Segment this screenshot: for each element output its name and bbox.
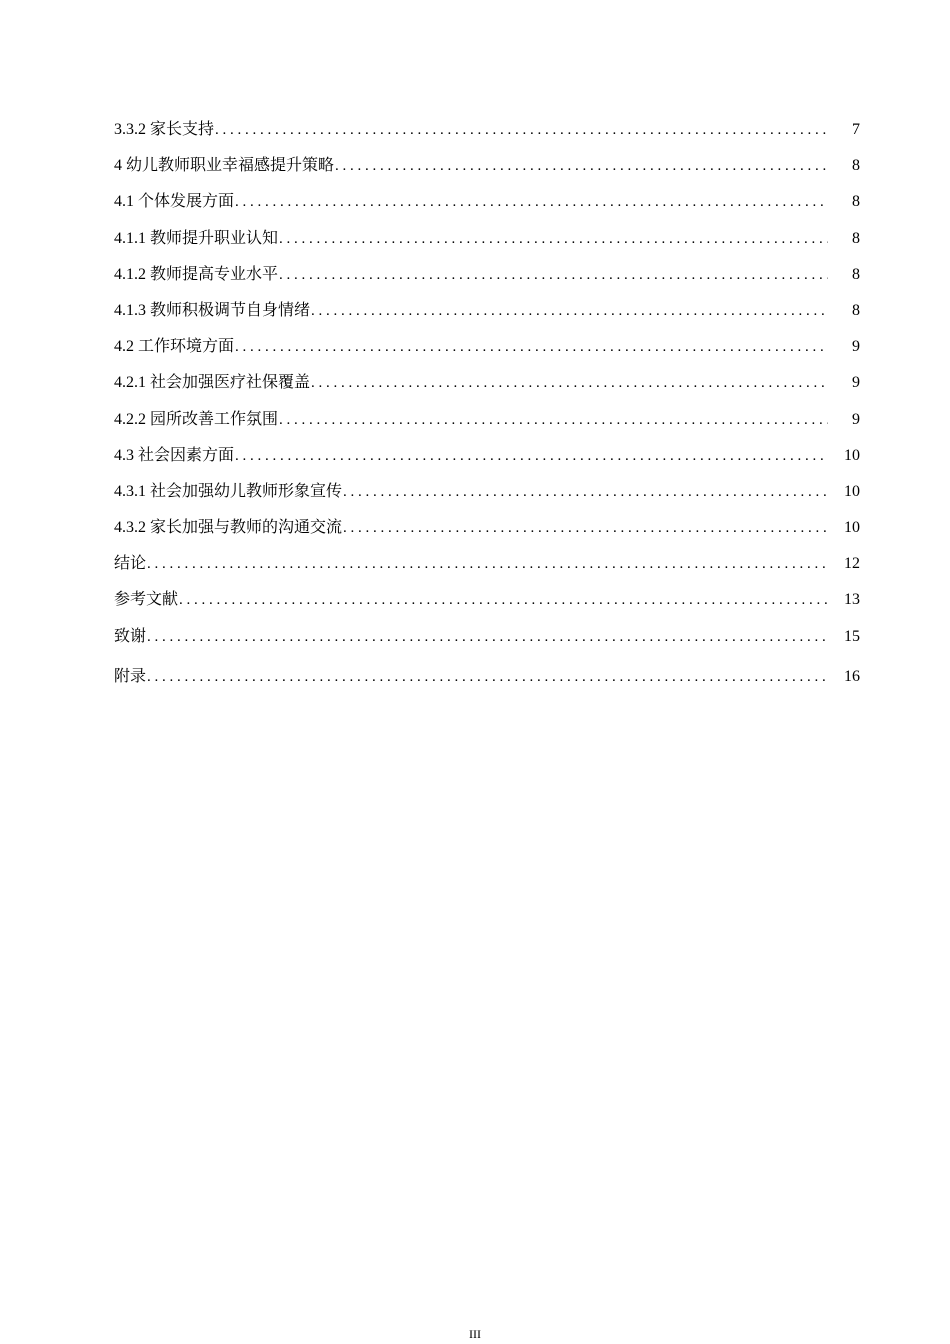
toc-entry-4[interactable] (114, 148, 860, 184)
toc-entry-title: 4.1 个体发展方面 (114, 193, 235, 211)
toc-entry-title: 4.1.2 教师提高专业水平 (114, 265, 279, 283)
toc-entry-title: 4.2 工作环境方面 (114, 338, 235, 356)
page-number: III (469, 1327, 481, 1341)
toc-entry-page: 8 (852, 229, 860, 247)
toc-entry-4-1-1[interactable] (114, 221, 860, 257)
toc-entry-3-3-2[interactable] (114, 112, 860, 148)
dot-leader (334, 148, 828, 184)
dot-leader (146, 619, 828, 655)
dot-leader (278, 221, 828, 257)
table-of-contents (114, 112, 860, 695)
toc-entry-page: 10 (844, 519, 860, 537)
dot-leader (342, 474, 828, 510)
toc-entry-title: 附录 (114, 667, 147, 685)
toc-entry-page: 8 (852, 157, 860, 175)
dot-leader (342, 510, 828, 546)
toc-entry-references[interactable] (114, 582, 860, 618)
toc-entry-title: 4.3.1 社会加强幼儿教师形象宣传 (114, 482, 343, 500)
toc-entry-title: 4 幼儿教师职业幸福感提升策略 (114, 157, 335, 175)
toc-entry-page: 10 (844, 482, 860, 500)
dot-leader (146, 546, 828, 582)
toc-entry-page: 8 (852, 193, 860, 211)
toc-entry-title: 4.3.2 家长加强与教师的沟通交流 (114, 519, 343, 537)
dot-leader (178, 582, 828, 618)
toc-entry-page: 8 (852, 265, 860, 283)
toc-entry-4-3-2[interactable] (114, 510, 860, 546)
toc-entry-page: 9 (852, 374, 860, 392)
toc-entry-title: 参考文献 (114, 591, 179, 609)
toc-entry-page: 8 (852, 301, 860, 319)
dot-leader (310, 293, 828, 329)
toc-entry-4-3-1[interactable] (114, 474, 860, 510)
toc-entry-page: 9 (852, 338, 860, 356)
toc-entry-conclusion[interactable] (114, 546, 860, 582)
toc-entry-title: 结论 (114, 555, 147, 573)
toc-entry-title: 4.1.3 教师积极调节自身情绪 (114, 301, 311, 319)
toc-entry-title: 3.3.2 家长支持 (114, 121, 215, 138)
toc-entry-appendix[interactable] (114, 655, 860, 695)
toc-entry-4-2-2[interactable] (114, 402, 860, 438)
toc-entry-page: 13 (844, 591, 860, 609)
toc-entry-title: 4.1.1 教师提升职业认知 (114, 229, 279, 247)
dot-leader (310, 365, 828, 401)
toc-entry-title: 致谢 (114, 627, 147, 645)
toc-entry-title: 4.2.2 园所改善工作氛围 (114, 410, 279, 428)
toc-entry-4-2[interactable] (114, 329, 860, 365)
dot-leader (234, 438, 828, 474)
toc-entry-page: 7 (852, 121, 860, 138)
toc-entry-4-2-1[interactable] (114, 365, 860, 401)
toc-entry-page: 10 (844, 446, 860, 464)
dot-leader (234, 329, 828, 365)
toc-entry-page: 15 (844, 627, 860, 645)
toc-entry-4-1-3[interactable] (114, 293, 860, 329)
dot-leader (234, 184, 828, 220)
toc-entry-page: 12 (844, 555, 860, 573)
toc-entry-title: 4.3 社会因素方面 (114, 446, 235, 464)
toc-entry-4-3[interactable] (114, 438, 860, 474)
toc-entry-page: 16 (844, 667, 860, 685)
dot-leader (278, 257, 828, 293)
dot-leader (214, 112, 828, 148)
toc-entry-title: 4.2.1 社会加强医疗社保覆盖 (114, 374, 311, 392)
toc-entry-acknowledgements[interactable] (114, 619, 860, 655)
toc-entry-page: 9 (852, 410, 860, 428)
dot-leader (146, 655, 828, 699)
toc-entry-4-1[interactable] (114, 184, 860, 220)
dot-leader (278, 402, 828, 438)
toc-entry-4-1-2[interactable] (114, 257, 860, 293)
